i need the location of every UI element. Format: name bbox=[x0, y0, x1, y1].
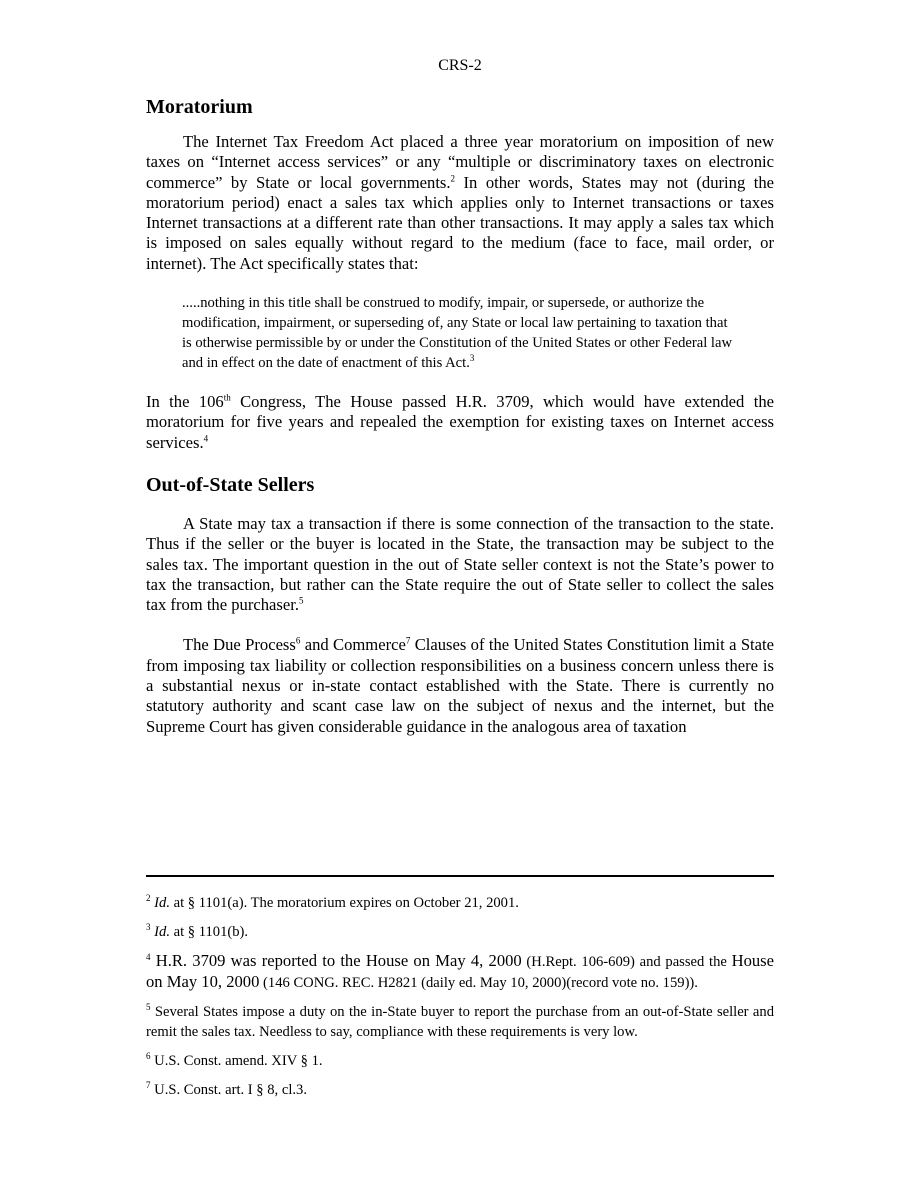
footnote-5: $^5$ Several States impose a duty on the in-State buyer to report the purchase from an out-of-State seller and remit the sales tax. Needless to say, compliance with these requirements is very low. bbox=[146, 1002, 774, 1040]
footnote-3: $^3$ Id. at § 1101(b). bbox=[146, 922, 249, 940]
sellers-paragraph-1: A State may tax a transaction if there is some connection of the transaction to the state. Thus if the seller or the buyer is located in the State, the transaction may be subject to the sales tax. The important question in the out of State seller context is not the State’s power to tax the transaction, but rather can the State require the out of State seller to collect the sales tax from the purchaser.$^5$ bbox=[146, 513, 774, 615]
section-heading-moratorium: Moratorium bbox=[146, 96, 253, 118]
footnote-divider bbox=[146, 875, 774, 877]
footnotes bbox=[146, 893, 774, 1109]
footnote-6: $^6$ U.S. Const. amend. XIV § 1. bbox=[146, 1051, 323, 1069]
footnote-7: $^7$ U.S. Const. art. I § 8, cl.3. bbox=[146, 1080, 307, 1098]
page-number: CRS-2 bbox=[438, 57, 482, 74]
sellers-paragraph-2: The Due Process$^6$ and Commerce$^7$ Clauses of the United States Constitution limit a State from imposing tax liability or collection responsibilities on a business concern unless there is a substantial nexus or in-state contact established with the State. There is currently no statutory authority and scant case law on the subject of nexus and the internet, but the Supreme Court has given considerable guidance in the analogous area of taxation bbox=[146, 635, 775, 736]
footnote-ref-2[interactable]: 2 bbox=[450, 173, 456, 184]
section-heading-out-of-state-sellers: Out-of-State Sellers bbox=[146, 473, 315, 496]
footnote-ref-5[interactable]: 5 bbox=[298, 595, 304, 606]
ordinal-suffix: th bbox=[223, 392, 231, 403]
footnote-ref-7[interactable]: 7 bbox=[405, 635, 411, 646]
moratorium-paragraph-1: The Internet Tax Freedom Act placed a three year moratorium on imposition of new taxes on “Internet access services” or any “multiple or discriminatory taxes on electronic commerce” by State or local governments.$^2$ In other words, States may not (during the moratorium period) enact a sales tax which applies only to Internet transactions or taxes Internet transactions at a different rate than other transactions. It may apply a sales tax which is imposed on sales equally without regard to the medium (face to face, mail order, or internet). The Act specifically states that: bbox=[146, 132, 774, 273]
moratorium-paragraph-2: In the 106th Congress, The House passed H.R. 3709, which would have extended the moratorium for five years and repealed the exemption for existing taxes on Internet access services.$^4$ bbox=[146, 392, 774, 452]
statute-quote: .....nothing in this title shall be construed to modify, impair, or supersede, or authorize the modification, impairment, or superseding of, any State or local law pertaining to taxation that is otherwise permissible by or under the Constitution of the United States or other Federal law and in effect on the date of enactment of this Act.$^3$ bbox=[182, 295, 732, 372]
footnote-2: $^2$ Id. at § 1101(a). The moratorium expires on October 21, 2001. bbox=[146, 893, 519, 911]
footnote-ref-6[interactable]: 6 bbox=[295, 635, 301, 646]
footnote-ref-3[interactable]: 3 bbox=[469, 353, 475, 364]
footnote-ref-4[interactable]: 4 bbox=[203, 433, 209, 444]
footnote-4: $^4$ H.R. 3709 was reported to the House on May 4, 2000 (H.Rept. 106-609) and passed the House on May 10, 2000 (146 CONG. REC. H2821 (daily ed. May 10, 2000)(record vote no. 159)). bbox=[146, 951, 774, 991]
main-content bbox=[146, 94, 774, 737]
